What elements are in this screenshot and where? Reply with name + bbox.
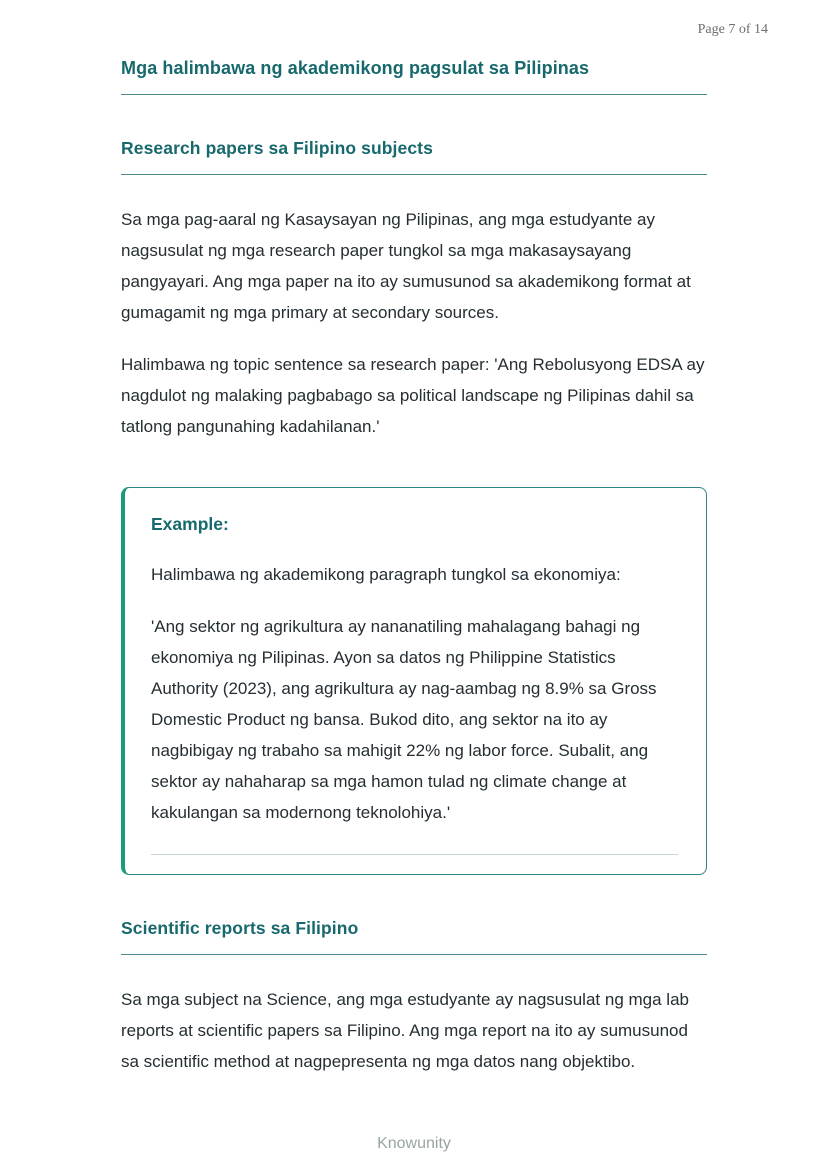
section-heading-research-papers: Research papers sa Filipino subjects [121, 138, 707, 175]
example-box-body: 'Ang sektor ng agrikultura ay nananatiling mahalagang bahagi ng ekonomiya ng Pilipinas. Ayon sa datos ng Philippine Statistics Authority (2023), ang agrikultura ay nag-aambag ng 8.9% sa Gross Domestic Product ng bansa. Bukod dito, ang sektor na ito ay nagbibigay ng trabaho sa mahigit 22% ng labor force. Subalit, ang sektor ay nahaharap sa mga hamon tulad ng climate change at kakulangan sa modernong teknolohiya.' [151, 617, 657, 822]
document-title: Mga halimbawa ng akademikong pagsulat sa Pilipinas [121, 58, 707, 95]
example-box-title: Example: [151, 514, 229, 534]
research-paragraph-1: Sa mga pag-aaral ng Kasaysayan ng Pilipinas, ang mga estudyante ay nagsusulat ng mga research paper tungkol sa mga makasaysayang pangyayari. Ang mga paper na ito ay sumusunod sa akademikong format at gumagamit ng mga primary at secondary sources. [121, 210, 691, 322]
section-heading-scientific-reports: Scientific reports sa Filipino [121, 918, 707, 955]
page-number-indicator: Page 7 of 14 [697, 22, 768, 37]
research-paragraph-2: Halimbawa ng topic sentence sa research paper: 'Ang Rebolusyong EDSA ay nagdulot ng malaking pagbabago sa political landscape ng Pilipinas dahil sa tatlong pangunahing kadahilanan.' [121, 355, 705, 436]
example-box [121, 487, 707, 875]
example-box-divider [151, 854, 678, 855]
scientific-paragraph-1: Sa mga subject na Science, ang mga estudyante ay nagsusulat ng mga lab reports at scientific papers sa Filipino. Ang mga report na ito ay sumusunod sa scientific method at nagpepresenta ng mga datos nang objektibo. [121, 990, 689, 1071]
example-box-intro: Halimbawa ng akademikong paragraph tungkol sa ekonomiya: [151, 565, 621, 584]
footer-brand: Knowunity [377, 1135, 451, 1152]
